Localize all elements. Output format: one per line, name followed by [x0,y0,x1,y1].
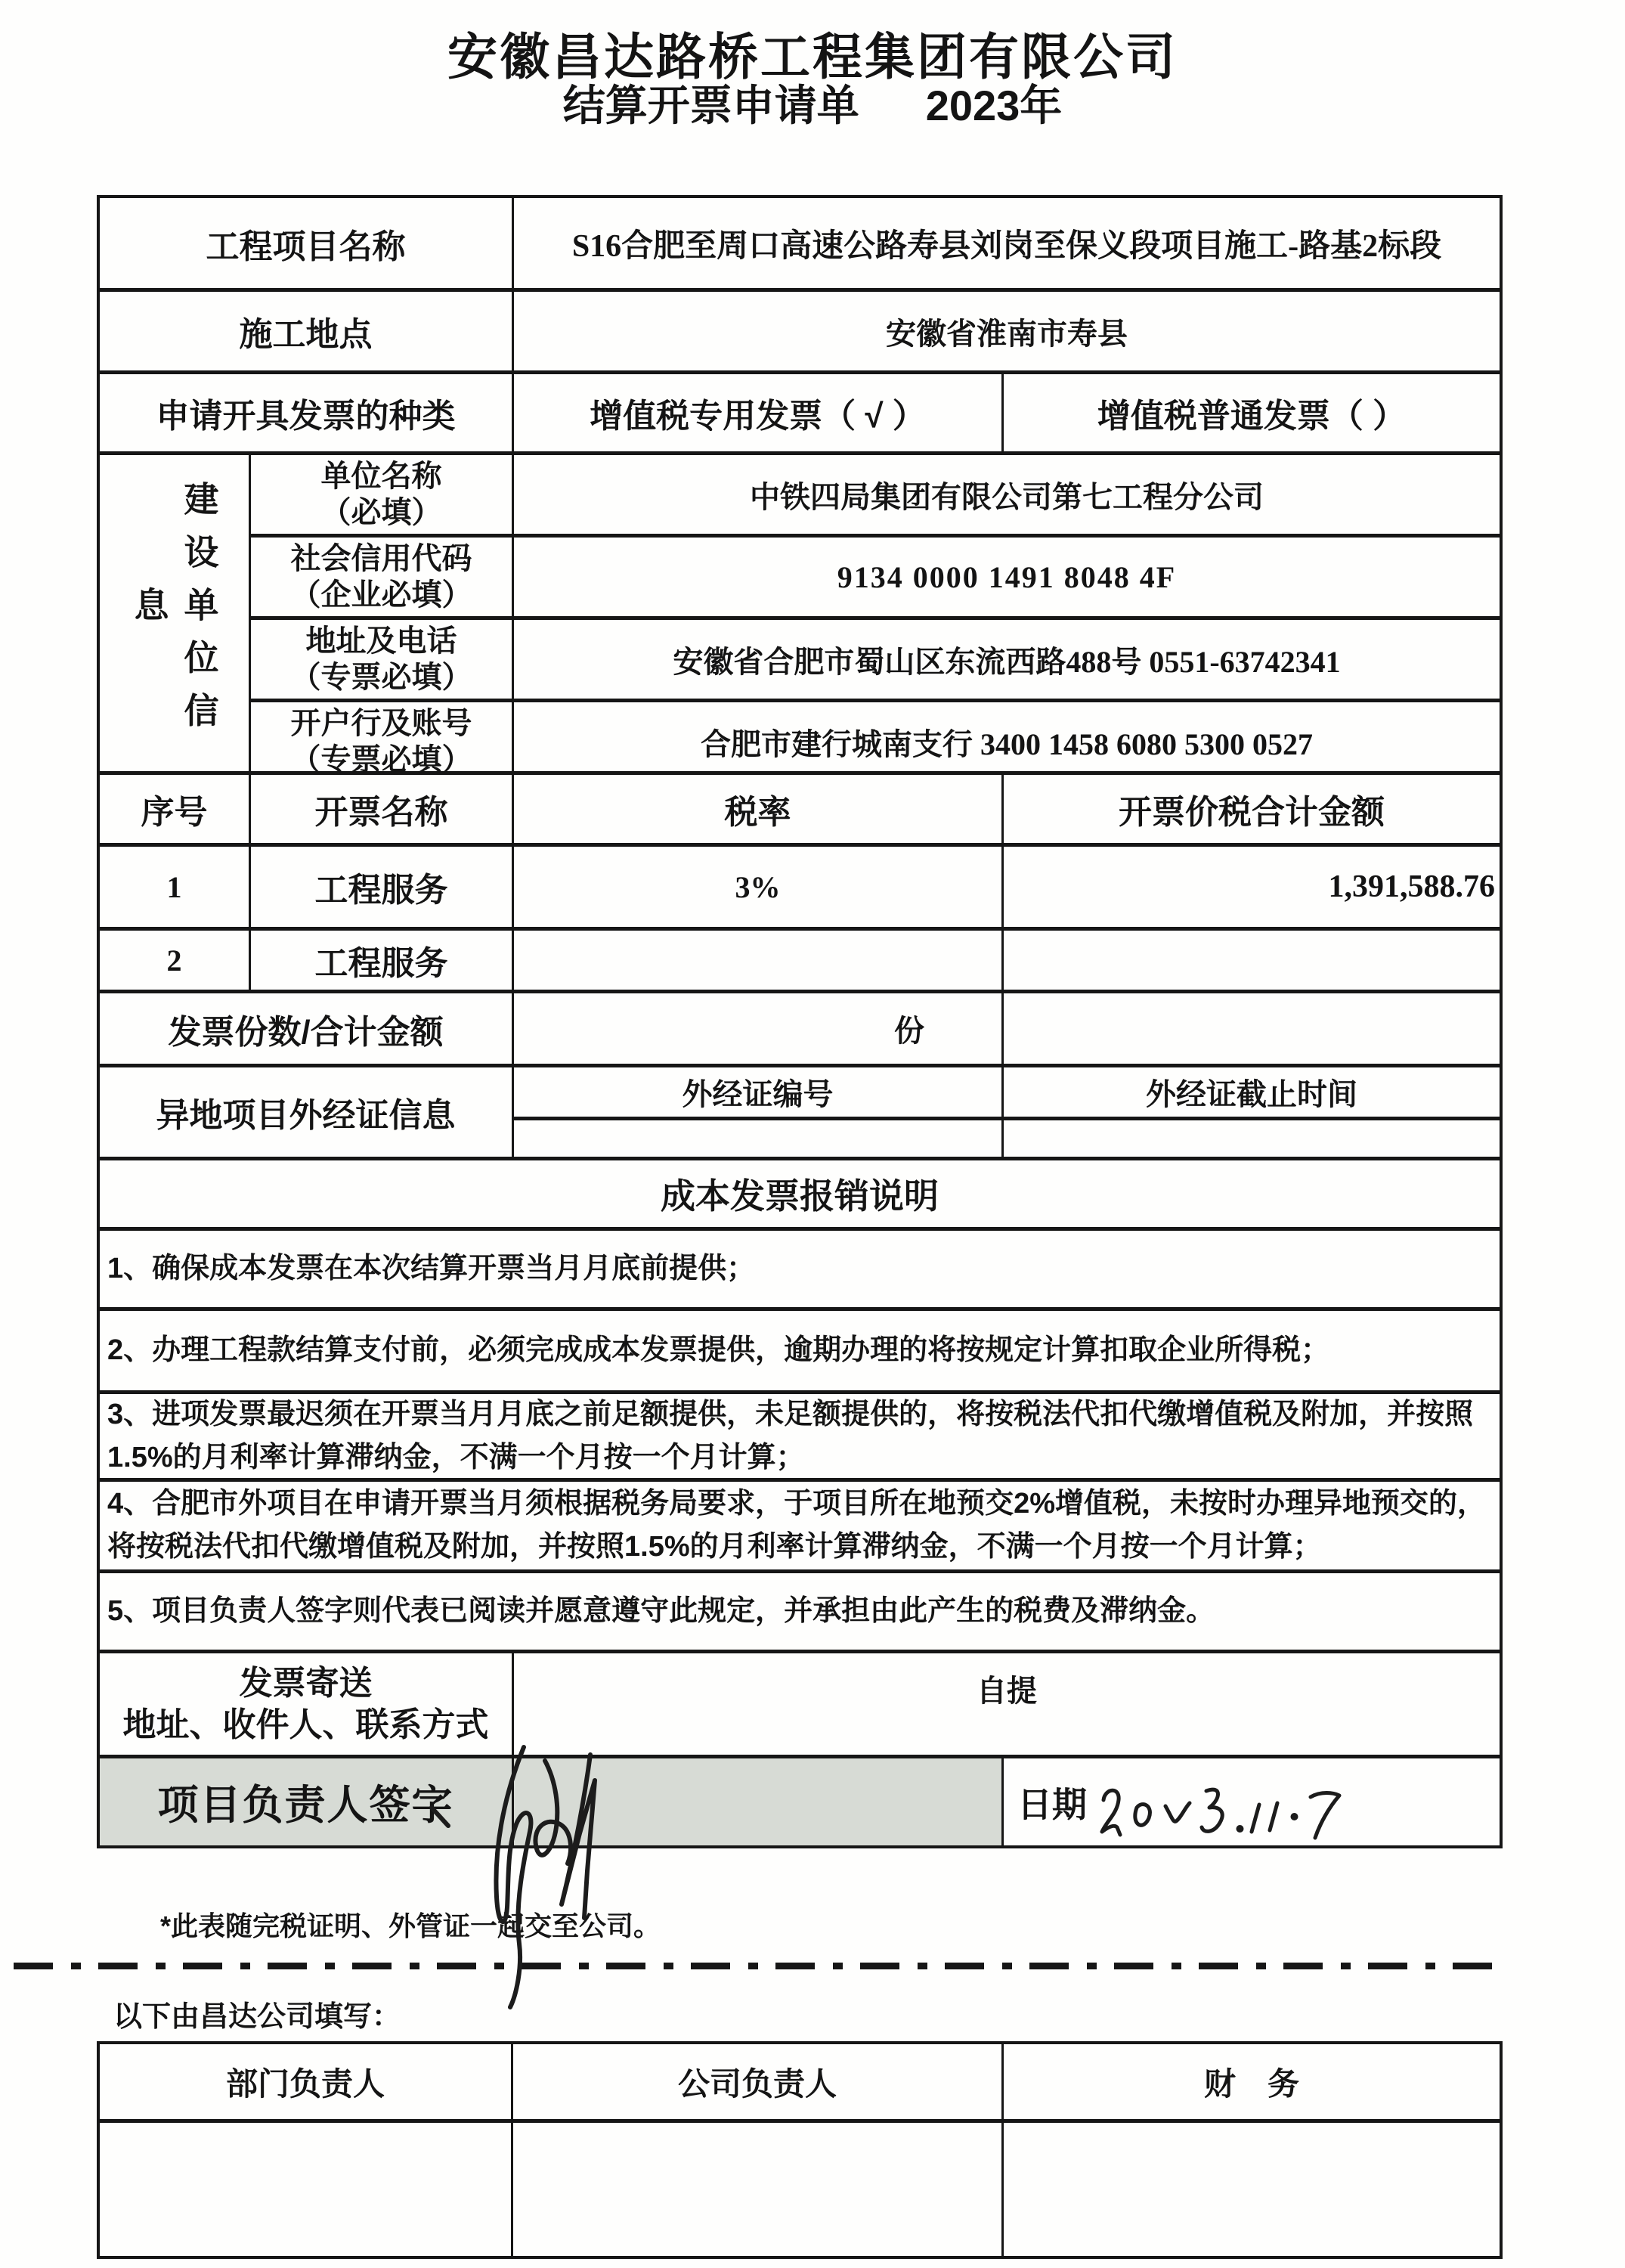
builder-row-address [251,620,1500,702]
col-header-name: 开票名称 [251,775,514,843]
invoice-item-row [100,931,1500,993]
waijing-section [100,1067,1500,1160]
note-3-text: 3、进项发票最迟须在开票当月月底之前足额提供，未足额提供的，将按税法代扣代缴增值税及附加，并按照1.5%的月利率计算滞纳金，不满一个月按一个月计算； [107,1398,1474,1473]
project-name-row [100,198,1500,292]
item2-name: 工程服务 [251,931,514,990]
form-title [0,73,1625,133]
waijing-value-subrow [514,1120,1500,1157]
dept-manager-value [100,2123,513,2256]
note-row-5 [100,1573,1500,1653]
builder-row-bank [251,702,1500,781]
note-5-text: 5、项目负责人签字则代表已阅读并愿意遵守此规定，并承担由此产生的税费及滞纳金。 [107,1595,1215,1627]
waijing-deadline-header: 外经证截止时间 [1146,1078,1357,1111]
company-name-value: 中铁四局集团有限公司第七工程分公司 [750,479,1264,514]
builder-info-section-label-cell [100,455,251,771]
approval-table [97,2041,1503,2259]
item2-no: 2 [100,931,251,990]
note-row-1 [100,1231,1500,1311]
waijing-number-value [514,1120,1004,1157]
bank-account-label: 开户行及账号 （专票必填） [251,702,514,781]
finance-header: 财 务 [1203,2065,1299,2102]
company-manager-header: 公司负责人 [513,2044,1004,2119]
approval-header-row [100,2044,1500,2123]
invoice-item-row [100,847,1500,931]
invoice-items-header [100,775,1500,847]
delivery-label: 发票寄送 地址、收件人、联系方式 [100,1653,514,1755]
waijing-deadline-value [1004,1120,1500,1157]
main-form-table [97,195,1503,1848]
footnote: *此表随完税证明、外管证一起交至公司。 [160,1910,661,1941]
builder-info-section [100,455,1500,775]
form-year: 2023年 [925,82,1063,129]
invoice-type-special-option: 增值税专用发票（ √ ） [514,374,1004,451]
note-row-2 [100,1311,1500,1394]
copies-total-label: 发票份数/合计金额 [100,993,514,1064]
item2-amount [1004,931,1500,990]
invoice-type-row [100,374,1500,455]
note-2-text: 2、办理工程款结算支付前，必须完成成本发票提供，逾期办理的将按规定计算扣取企业所得税； [107,1334,1330,1366]
location-value: 安徽省淮南市寿县 [886,316,1128,351]
project-name-value: S16合肥至周口高速公路寿县刘岗至保义段项目施工-路基2标段 [571,228,1442,264]
location-row [100,292,1500,374]
item1-amount: 1,391,588.76 [1328,869,1495,904]
item1-name: 工程服务 [251,847,514,927]
col-header-no: 序号 [100,775,251,843]
cut-line [14,1963,1500,1969]
builder-info-section-label: 建设单位信息 [129,481,219,745]
form-title-text: 结算开票申请单 [562,82,859,129]
copies-total-row [100,993,1500,1067]
address-phone-value: 安徽省合肥市蜀山区东流西路488号 0551-63742341 [673,644,1341,679]
date-field [1004,1758,1500,1845]
waijing-subtable [514,1067,1500,1157]
notes-title-row [100,1160,1500,1231]
project-name-label: 工程项目名称 [100,198,514,288]
handwritten-date [1090,1761,1392,1844]
delivery-row [100,1653,1500,1758]
col-header-rate: 税率 [514,775,1004,843]
company-manager-value [513,2123,1004,2256]
note-4-text: 4、合肥市外项目在申请开票当月须根据税务局要求，于项目所在地预交2%增值税，未按时办理异地预交的，将按税法代扣代缴增值税及附加，并按照1.5%的月利率计算滞纳金，不满一个月按一个月计算； [107,1488,1487,1563]
waijing-label: 异地项目外经证信息 [100,1067,514,1157]
location-label: 施工地点 [100,292,514,370]
invoice-type-general-option: 增值税普通发票（ ） [1097,398,1407,435]
item1-no: 1 [100,847,251,927]
approval-value-row [100,2123,1500,2256]
invoice-type-label: 申请开具发票的种类 [100,374,514,451]
builder-row-company [251,455,1500,538]
item2-rate [514,931,1004,990]
signature-row [100,1758,1500,1845]
copies-amount [1004,993,1500,1064]
builder-info-rows [251,455,1500,776]
company-fill-instruction: 以下由昌达公司填写： [113,2001,401,2033]
col-header-amount: 开票价税合计金额 [1119,794,1385,831]
bank-account-value: 合肥市建行城南支行 3400 1458 6080 5300 0527 [701,727,1313,761]
item1-rate: 3% [514,847,1004,927]
copies-unit: 份 [514,993,1004,1064]
credit-code-value: 9134 0000 1491 8048 4F [837,559,1177,594]
note-1-text: 1、确保成本发票在本次结算开票当月月底前提供； [107,1253,756,1284]
note-row-3 [100,1394,1500,1482]
notes-title: 成本发票报销说明 [661,1176,939,1216]
builder-row-credit-code [251,538,1500,620]
waijing-number-header: 外经证编号 [514,1067,1004,1117]
signature-field [514,1758,1004,1845]
date-label: 日期 [1017,1784,1087,1824]
company-name-label: 单位名称 （必填） [251,455,514,534]
dept-manager-header: 部门负责人 [100,2044,513,2119]
credit-code-label: 社会信用代码 （企业必填） [251,538,514,616]
waijing-header-subrow [514,1067,1500,1120]
company-title: 安徽昌达路桥工程集团有限公司 [447,29,1178,85]
delivery-value: 自提 [977,1674,1037,1708]
note-row-4 [100,1482,1500,1573]
signature-label: 项目负责人签字 [100,1758,514,1845]
finance-value [1004,2123,1500,2256]
address-phone-label: 地址及电话 （专票必填） [251,620,514,699]
